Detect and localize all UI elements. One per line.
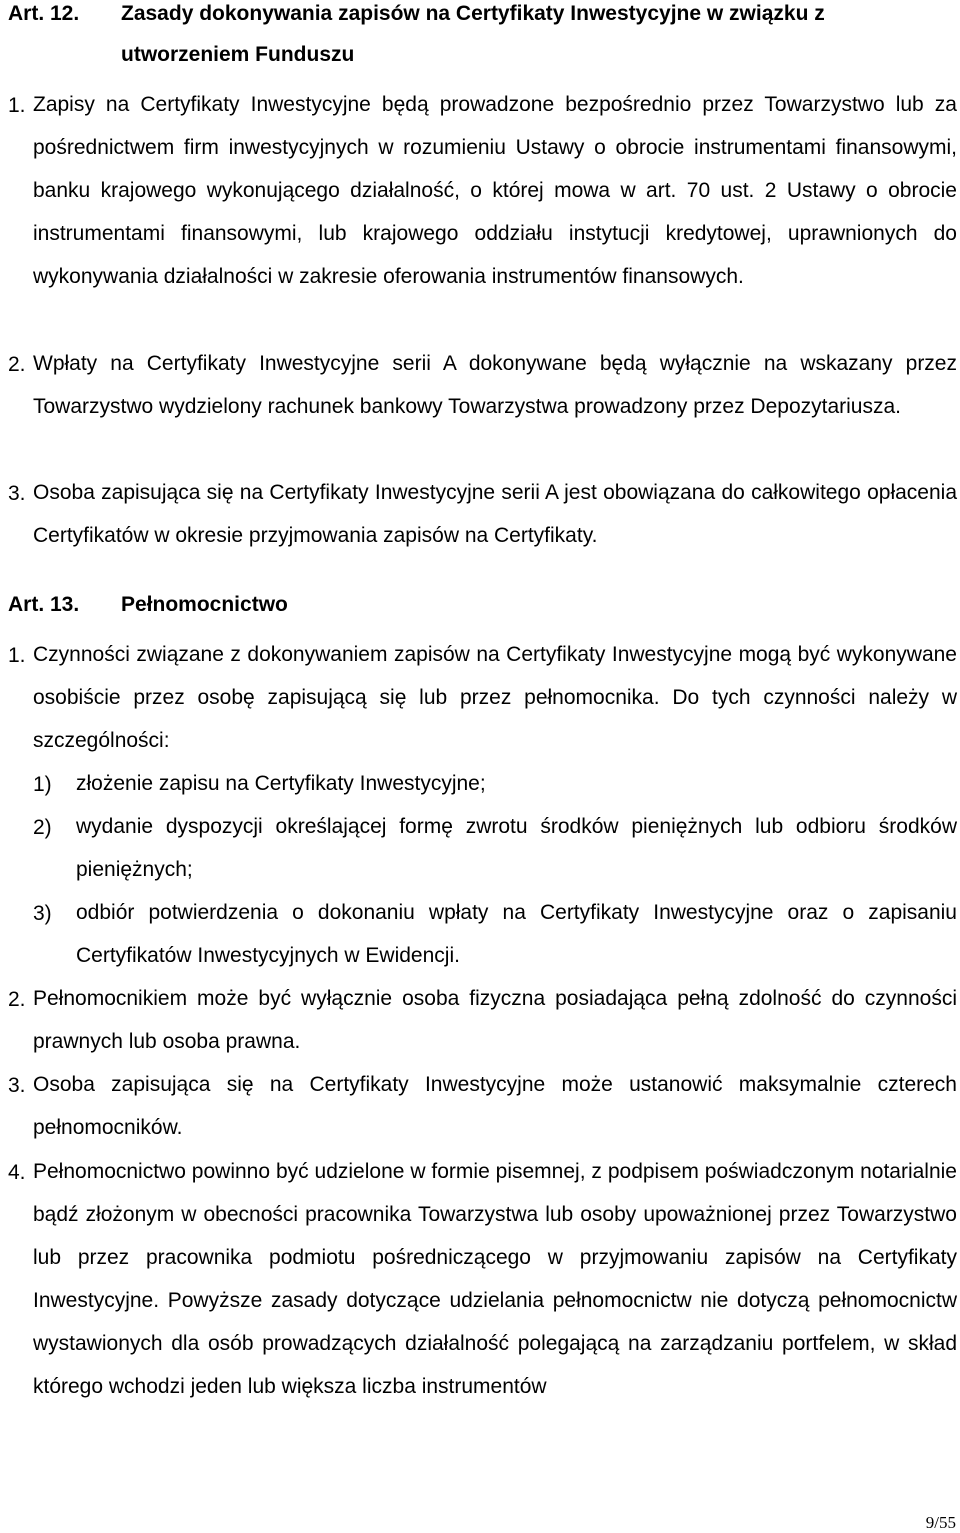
paragraph-number: 4. [8, 1161, 26, 1184]
article-12-title-line2: utworzeniem Funduszu [121, 43, 355, 66]
paragraph-number: 3. [8, 482, 26, 505]
paragraph-text: Osoba zapisująca się na Certyfikaty Inwestycyjne serii A jest obowiązana do całkowitego opłacenia Certyfikatów w okresie przyjmowania zapisów na Certyfikaty. [33, 481, 957, 547]
paragraph-number: 1. [8, 644, 26, 667]
page-number: 9/55 [925, 1513, 956, 1532]
list-item-number: 2) [33, 816, 52, 839]
paragraph-text: Pełnomocnikiem może być wyłącznie osoba fizyczna posiadająca pełną zdolność do czynności prawnych lub osoba prawna. [33, 987, 957, 1053]
paragraph-text: Pełnomocnictwo powinno być udzielone w formie pisemnej, z podpisem poświadczonym notarialnie bądź złożonym w obecności pracownika Towarzystwa lub osoby upoważnionej przez Towarzystwo lub przez pracownika podmiotu pośredniczącego w przyjmowaniu zapisów na Certyfikaty Inwestycyjne. Powyższe zasady dotyczące udzielania pełnomocnictw nie dotyczą pełnomocnictw wystawionych dla osób prowadzących działalność polegającą na zarządzaniu portfelem, w skład którego wchodzi jeden lub większa liczba instrumentów [33, 1160, 957, 1398]
paragraph-text: Wpłaty na Certyfikaty Inwestycyjne serii A dokonywane będą wyłącznie na wskazany przez Towarzystwo wydzielony rachunek bankowy Towarzystwa prowadzony przez Depozytariusza. [33, 352, 957, 418]
list-item-number: 3) [33, 902, 52, 925]
article-12-heading [0, 2, 960, 82]
article-13-heading [0, 593, 960, 623]
paragraph-text: Zapisy na Certyfikaty Inwestycyjne będą prowadzone bezpośrednio przez Towarzystwo lub za pośrednictwem firm inwestycyjnych w rozumieniu Ustawy o obrocie instrumentami finansowymi, banku krajowego wykonującego działalność, o której mowa w art. 70 ust. 2 Ustawy o obrocie instrumentami finansowymi, lub krajowego oddziału instytucji kredytowej, uprawnionych do wykonywania działalności w zakresie oferowania instrumentów finansowych. [33, 93, 957, 288]
article-13-number: Art. 13. [8, 593, 80, 616]
paragraph-number: 2. [8, 353, 26, 376]
paragraph-number: 1. [8, 94, 26, 117]
paragraph-text: Osoba zapisująca się na Certyfikaty Inwestycyjne może ustanowić maksymalnie czterech pełnomocników. [33, 1073, 957, 1139]
list-item-number: 1) [33, 773, 52, 796]
article-12-number: Art. 12. [8, 2, 80, 25]
paragraph-number: 2. [8, 988, 26, 1011]
list-item-text: złożenie zapisu na Certyfikaty Inwestycyjne; [76, 772, 486, 795]
list-item-text: wydanie dyspozycji określającej formę zwrotu środków pieniężnych lub odbioru środków pieniężnych; [76, 815, 957, 881]
article-13-title: Pełnomocnictwo [121, 593, 288, 616]
list-item-text: odbiór potwierdzenia o dokonaniu wpłaty na Certyfikaty Inwestycyjne oraz o zapisaniu Certyfikatów Inwestycyjnych w Ewidencji. [76, 901, 957, 967]
paragraph-number: 3. [8, 1074, 26, 1097]
article-12-title-line1: Zasady dokonywania zapisów na Certyfikaty Inwestycyjne w związku z [121, 2, 825, 25]
paragraph-text: Czynności związane z dokonywaniem zapisów na Certyfikaty Inwestycyjne mogą być wykonywane osobiście przez osobę zapisującą się lub przez pełnomocnika. Do tych czynności należy w szczególności: [33, 643, 957, 752]
